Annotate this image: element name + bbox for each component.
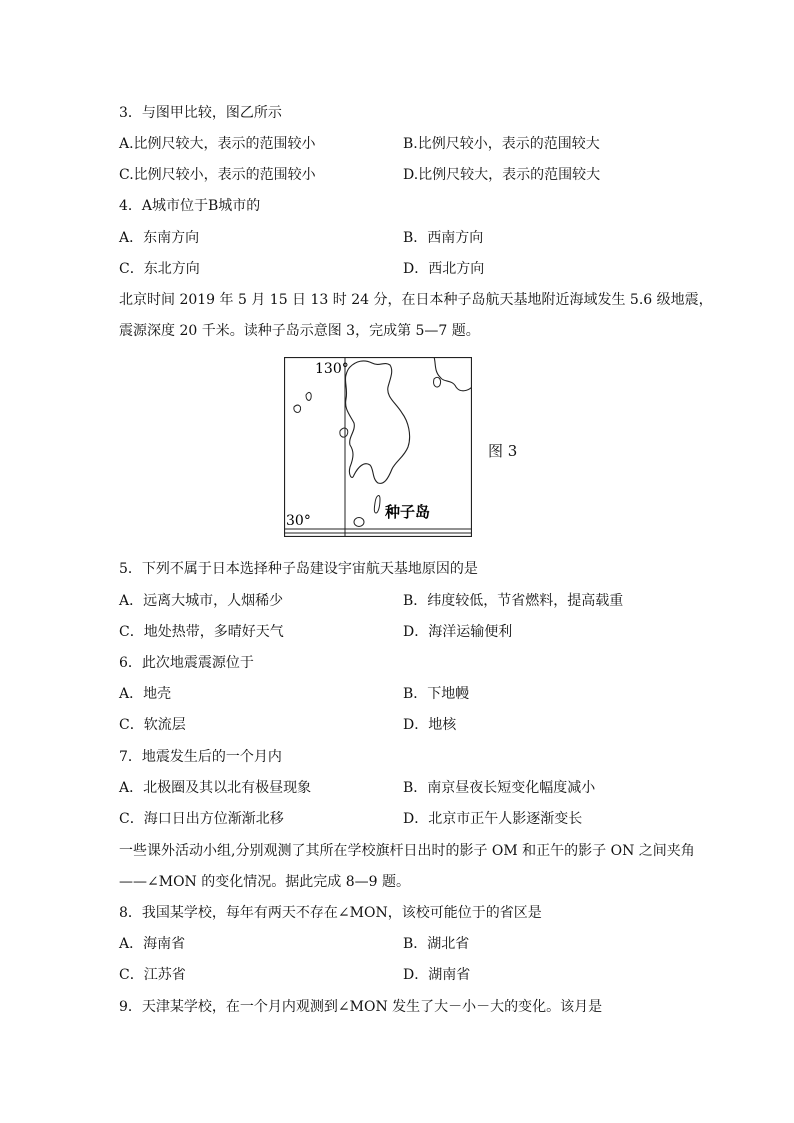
question-3-stem: 3．与图甲比较，图乙所示 — [119, 105, 282, 121]
map-frame — [285, 358, 472, 537]
question-6-stem: 6．此次地震震源位于 — [119, 655, 254, 671]
question-8-option-c: C．江苏省 — [119, 967, 186, 983]
question-4-option-d: D．西北方向 — [403, 261, 485, 277]
question-6-option-c: C．软流层 — [119, 717, 186, 733]
question-3-option-b: B.比例尺较小，表示的范围较大 — [403, 136, 600, 152]
tanegashima-label: 种子岛 — [385, 503, 431, 521]
latitude-30-label: 30° — [286, 513, 311, 529]
question-3-option-c: C.比例尺较小，表示的范围较小 — [119, 167, 316, 183]
question-7-option-b: B．南京昼夜长短变化幅度减小 — [403, 780, 596, 796]
question-3-option-a: A.比例尺较大，表示的范围较小 — [119, 136, 316, 152]
question-4-option-a: A．东南方向 — [119, 230, 200, 246]
question-7-option-c: C．海口日出方位渐渐北移 — [119, 811, 284, 827]
question-6-option-b: B．下地幔 — [403, 686, 470, 702]
question-7-stem: 7．地震发生后的一个月内 — [119, 749, 282, 765]
question-4-option-c: C．东北方向 — [119, 261, 200, 277]
intro-8-9-line-2: ——∠MON 的变化情况。据此完成 8—9 题。 — [119, 874, 410, 890]
question-5-option-c: C．地处热带，多晴好天气 — [119, 624, 284, 640]
question-8-option-d: D．湖南省 — [403, 967, 471, 983]
question-8-option-a: A．海南省 — [119, 936, 186, 952]
figure-3-caption: 图 3 — [488, 442, 518, 460]
question-8-option-b: B．湖北省 — [403, 936, 470, 952]
question-5-stem: 5．下列不属于日本选择种子岛建设宇宙航天基地原因的是 — [119, 561, 478, 577]
question-8-stem: 8．我国某学校，每年有两天不存在∠MON，该校可能位于的省区是 — [119, 905, 542, 921]
question-5-option-b: B．纬度较低，节省燃料，提高载重 — [403, 593, 624, 609]
intro-5-7-line-1: 北京时间 2019 年 5 月 15 日 13 时 24 分，在日本种子岛航天基地附近海域发生 5.6 级地震， — [119, 292, 713, 308]
map-svg — [284, 357, 472, 537]
question-6-option-a: A．地壳 — [119, 686, 172, 702]
question-7-option-d: D．北京市正午人影逐渐变长 — [403, 811, 583, 827]
question-3-option-d: D.比例尺较大，表示的范围较大 — [403, 167, 601, 183]
tanegashima-map — [284, 357, 472, 537]
intro-8-9-line-1: 一些课外活动小组,分别观测了其所在学校旗杆日出时的影子 OM 和正午的影子 ON 之间夹角 — [119, 843, 695, 859]
intro-5-7-line-2: 震源深度 20 千米。读种子岛示意图 3，完成第 5—7 题。 — [119, 323, 480, 339]
question-7-option-a: A．北极圈及其以北有极昼现象 — [119, 780, 312, 796]
question-9-stem: 9．天津某学校，在一个月内观测到∠MON 发生了大－小－大的变化。该月是 — [119, 999, 603, 1015]
question-4-stem: 4．A城市位于B城市的 — [119, 198, 261, 214]
question-6-option-d: D．地核 — [403, 717, 457, 733]
question-5-option-a: A．远离大城市，人烟稀少 — [119, 593, 284, 609]
longitude-130-label: 130° — [315, 361, 349, 377]
question-5-option-d: D．海洋运输便利 — [403, 624, 513, 640]
question-4-option-b: B．西南方向 — [403, 230, 484, 246]
